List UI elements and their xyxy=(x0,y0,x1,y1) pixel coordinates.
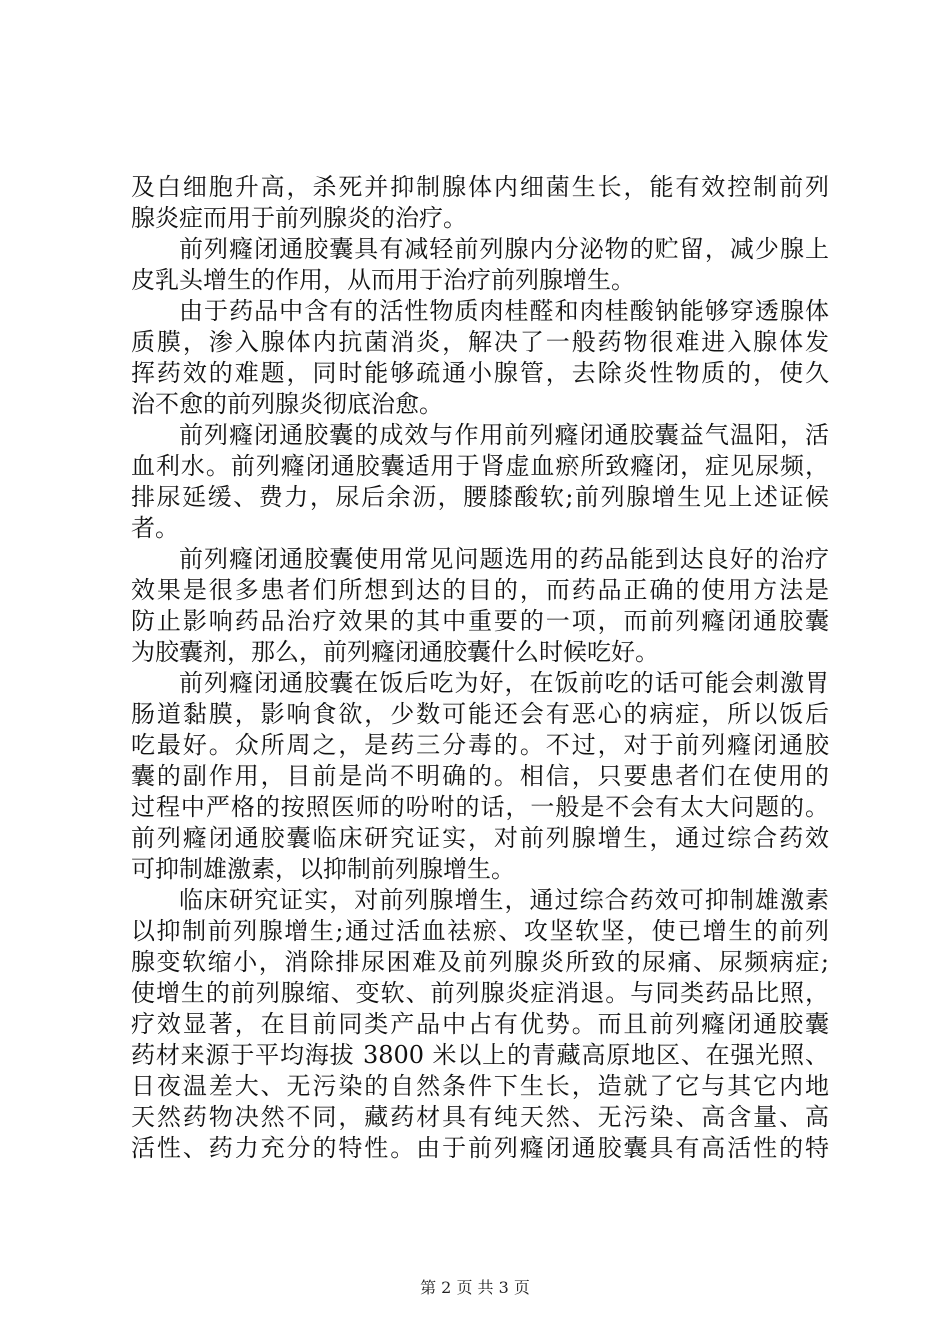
text-line: 前列癃闭通胶囊临床研究证实，对前列腺增生，通过综合药效 xyxy=(131,824,829,852)
text-line: 防止影响药品治疗效果的其中重要的一项，而前列癃闭通胶囊 xyxy=(131,607,829,635)
text-line: 为胶囊剂，那么，前列癃闭通胶囊什么时候吃好。 xyxy=(131,638,659,666)
text-line: 疗效显著，在目前同类产品中占有优势。而且前列癃闭通胶囊 xyxy=(131,1010,829,1038)
text-line: 药材来源于平均海拔 3800 米以上的青藏高原地区、在强光照、 xyxy=(131,1041,829,1069)
page-footer: 第 2 页 共 3 页 xyxy=(420,1278,530,1297)
text-line: 血利水。前列癃闭通胶囊适用于肾虚血瘀所致癃闭，症见尿频， xyxy=(131,452,829,480)
text-line: 使增生的前列腺缩、变软、前列腺炎症消退。与同类药品比照， xyxy=(131,979,829,1007)
text-line: 前列癃闭通胶囊的成效与作用前列癃闭通胶囊益气温阳，活 xyxy=(179,421,829,449)
text-line: 质膜，渗入腺体内抗菌消炎，解决了一般药物很难进入腺体发 xyxy=(131,328,829,356)
text-line: 天然药物决然不同，藏药材具有纯天然、无污染、高含量、高 xyxy=(131,1103,829,1131)
text-line: 排尿延缓、费力，尿后余沥，腰膝酸软;前列腺增生见上述证候 xyxy=(131,483,829,511)
text-line: 吃最好。众所周之，是药三分毒的。不过，对于前列癃闭通胶 xyxy=(131,731,829,759)
text-line: 前列癃闭通胶囊使用常见问题选用的药品能到达良好的治疗 xyxy=(179,545,829,573)
text-line: 以抑制前列腺增生;通过活血祛瘀、攻坚软坚，使已增生的前列 xyxy=(131,917,829,945)
text-line: 囊的副作用，目前是尚不明确的。相信，只要患者们在使用的 xyxy=(131,762,829,790)
text-line: 可抑制雄激素，以抑制前列腺增生。 xyxy=(131,855,515,883)
text-line: 肠道黏膜，影响食欲，少数可能还会有恶心的病症，所以饭后 xyxy=(131,700,829,728)
text-line: 前列癃闭通胶囊在饭后吃为好，在饭前吃的话可能会刺激胃 xyxy=(179,669,829,697)
text-line: 效果是很多患者们所想到达的目的，而药品正确的使用方法是 xyxy=(131,576,829,604)
text-line: 由于药品中含有的活性物质肉桂醛和肉桂酸钠能够穿透腺体 xyxy=(179,297,829,325)
text-line: 及白细胞升高，杀死并抑制腺体内细菌生长，能有效控制前列 xyxy=(131,173,829,201)
text-line: 挥药效的难题，同时能够疏通小腺管，去除炎性物质的，使久 xyxy=(131,359,829,387)
text-line: 者。 xyxy=(131,514,179,542)
text-line: 皮乳头增生的作用，从而用于治疗前列腺增生。 xyxy=(131,266,635,294)
text-line: 过程中严格的按照医师的吩咐的话，一般是不会有太大问题的。 xyxy=(131,793,829,821)
text-line: 活性、药力充分的特性。由于前列癃闭通胶囊具有高活性的特 xyxy=(131,1134,829,1162)
text-line: 前列癃闭通胶囊具有减轻前列腺内分泌物的贮留，减少腺上 xyxy=(179,235,829,263)
document-body xyxy=(131,172,829,1164)
text-line: 腺炎症而用于前列腺炎的治疗。 xyxy=(131,204,467,232)
text-line: 腺变软缩小，消除排尿困难及前列腺炎所致的尿痛、尿频病症; xyxy=(131,948,829,976)
text-line: 日夜温差大、无污染的自然条件下生长，造就了它与其它内地 xyxy=(131,1072,829,1100)
text-line: 治不愈的前列腺炎彻底治愈。 xyxy=(131,390,443,418)
text-line: 临床研究证实，对前列腺增生，通过综合药效可抑制雄激素 xyxy=(179,886,829,914)
